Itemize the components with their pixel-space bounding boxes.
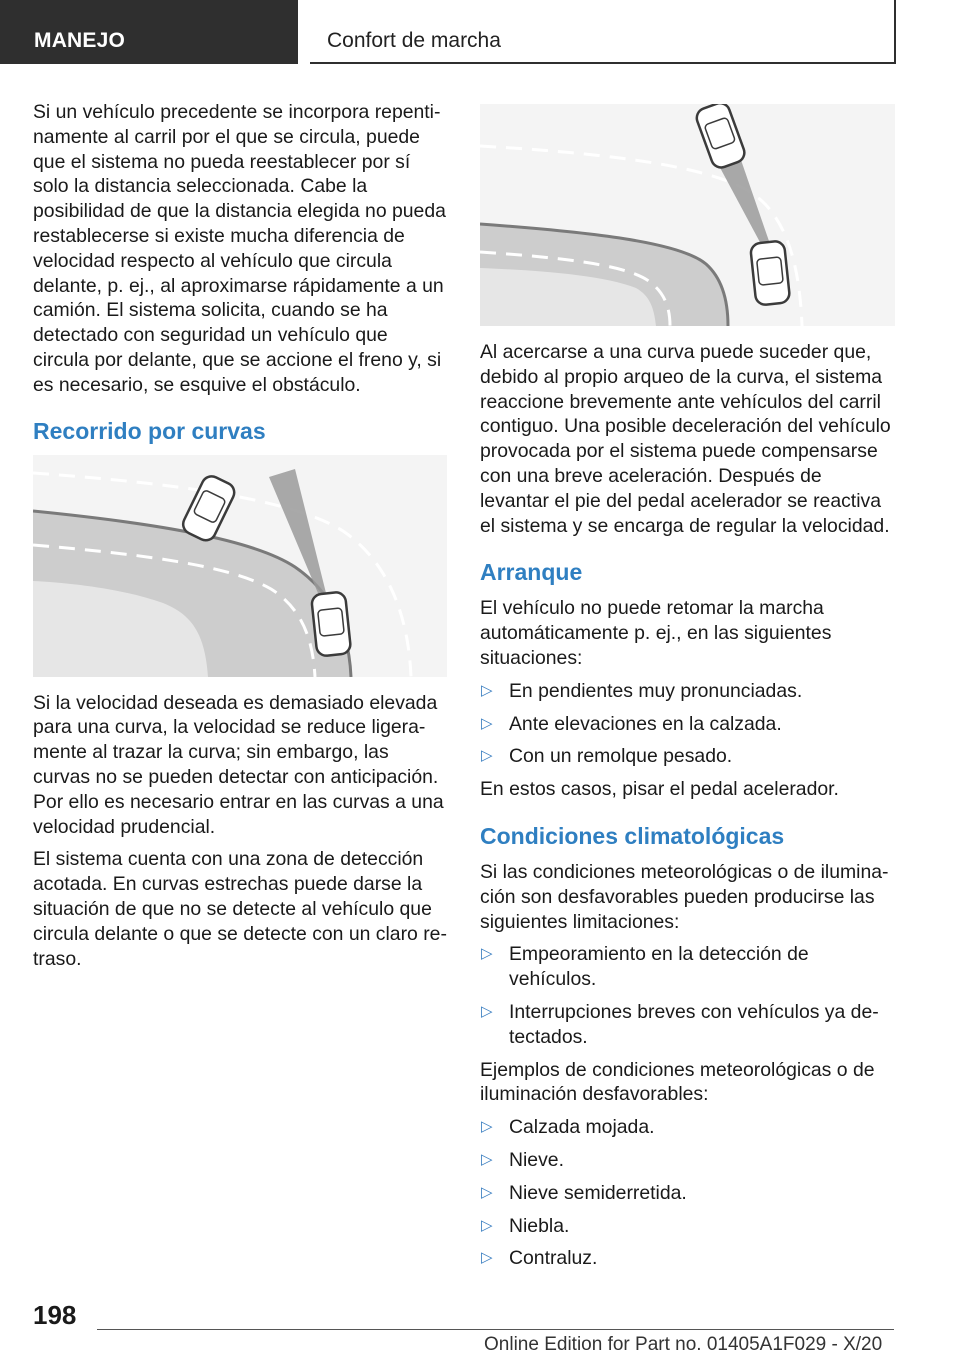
start-list xyxy=(480,679,895,769)
right-column xyxy=(480,100,895,1279)
examples-intro: Ejemplos de condiciones meteorológicas o de iluminación desfavorables: xyxy=(480,1058,875,1106)
examples-list xyxy=(480,1115,895,1271)
left-column xyxy=(33,100,447,979)
adjacent-lane-illustration xyxy=(480,104,895,326)
edition-note: Online Edition for Part no. 01405A1F029 - X/20 xyxy=(484,1334,883,1355)
list-item: ▷ En pendientes muy pronunciadas. xyxy=(481,679,803,702)
weather-intro: Si las condiciones meteorológicas o de iluminación son desfavorables pueden producirse las siguientes limitaciones: xyxy=(480,860,889,933)
heading-start: Arranque xyxy=(480,559,583,586)
footer-divider xyxy=(97,1329,894,1330)
list-item: ▷ Interrupciones breves con vehículos ya detectados. xyxy=(481,1000,879,1048)
heading-weather: Condiciones climatológicas xyxy=(480,822,785,849)
triangle-bullet-icon: ▷ xyxy=(481,1150,493,1168)
section-tab: MANEJO xyxy=(0,0,298,64)
list-item: ▷ Con un remolque pesado. xyxy=(481,745,733,768)
list-item: ▷ Empeoramiento en la detección de vehículos. xyxy=(481,943,809,991)
triangle-bullet-icon: ▷ xyxy=(481,747,493,765)
list-item: ▷ Calzada mojada. xyxy=(481,1116,655,1139)
triangle-bullet-icon: ▷ xyxy=(481,1183,493,1201)
list-item: ▷ Nieve. xyxy=(481,1148,564,1171)
triangle-bullet-icon: ▷ xyxy=(481,681,493,699)
triangle-bullet-icon: ▷ xyxy=(481,1002,493,1020)
curves-paragraph-2: El sistema cuenta con una zona de detección acotada. En curvas estrechas puede darse la situación de que no se detecte al vehículo que circula delante o que se detecte con un claro retraso. xyxy=(33,848,447,970)
curve-detection-illustration xyxy=(33,455,447,677)
triangle-bullet-icon: ▷ xyxy=(481,945,493,963)
weather-list xyxy=(480,942,895,1049)
triangle-bullet-icon: ▷ xyxy=(481,1216,493,1234)
intro-paragraph: Si un vehículo precedente se incorpora repentinamente al carril por el que se circula, puede que el sistema no pueda reestablecer por sí solo la distancia seleccionada. Cabe la posibilidad de que la distancia elegida no pueda restablecerse si existe mucha diferencia de velocidad respecto al vehículo que circula delante, p. ej., al aproximarse rápidamente a un camión. El sistema solicita, cuando se ha detectado con seguridad un vehículo que circula por delante, que se accione el freno y, si es necesario, se esquive el obstáculo. xyxy=(33,101,446,396)
list-item: ▷ Niebla. xyxy=(481,1214,570,1237)
triangle-bullet-icon: ▷ xyxy=(481,1249,493,1267)
triangle-bullet-icon: ▷ xyxy=(481,1118,493,1136)
list-item: ▷ Nieve semiderretida. xyxy=(481,1181,687,1204)
page-number: 198 xyxy=(33,1300,77,1330)
heading-curves: Recorrido por curvas xyxy=(33,417,266,444)
triangle-bullet-icon: ▷ xyxy=(481,714,493,732)
list-item: ▷ Contraluz. xyxy=(481,1247,598,1270)
start-outro: En estos casos, pisar el pedal acelerador. xyxy=(480,778,839,801)
adjacent-lane-paragraph: Al acercarse a una curva puede suceder que, debido al propio arqueo de la curva, el sistema reaccione brevemente ante vehículos del carril contiguo. Una posible deceleración del vehículo provocada por el sistema puede compensarse con una breve aceleración. Después de levantar el pie del pedal acelerador se reactiva el sistema y se encarga de regular la velocidad. xyxy=(480,341,891,537)
list-item: ▷ Ante elevaciones en la calzada. xyxy=(481,712,782,735)
start-intro: El vehículo no puede retomar la marcha automáticamente p. ej., en las siguientes situaciones: xyxy=(480,597,832,669)
curves-paragraph-1: Si la velocidad deseada es demasiado elevada para una curva, la velocidad se reduce ligeramente al trazar la curva; sin embargo, las curvas no se pueden detectar con anticipación. Por ello es necesario entrar en las curvas a una velocidad prudencial. xyxy=(33,691,444,838)
chapter-title: Confort de marcha xyxy=(310,0,896,64)
